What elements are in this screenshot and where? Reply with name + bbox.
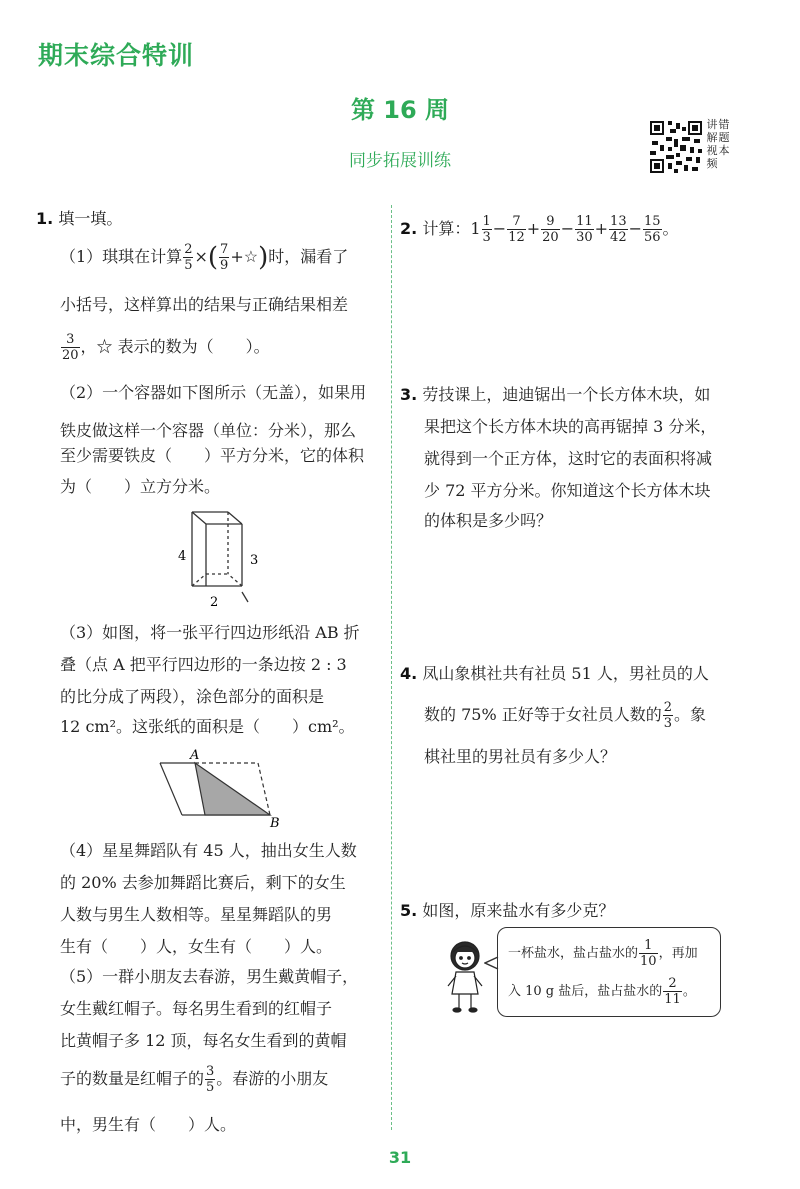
plus-sign: + — [526, 219, 541, 238]
q1-part5-line3: 比黄帽子多 12 顶，每名女生看到的黄帽 — [60, 1031, 347, 1050]
minus-sign: − — [560, 219, 575, 238]
q4-number: 4. — [400, 664, 418, 683]
q3-line3: 就得到一个正方体，这时它的表面积将减 — [424, 449, 713, 468]
dim-height-3: 3 — [250, 553, 259, 568]
girl-illustration-icon — [440, 936, 490, 1018]
q1-part5-line1: （5）一群小朋友去春游，男生戴黄帽子， — [60, 967, 359, 986]
dim-width-2: 2 — [210, 595, 219, 610]
parallelogram-figure — [150, 745, 290, 830]
point-a-label: A — [190, 748, 200, 763]
shaded-triangle — [195, 763, 270, 815]
fraction-15-56: $\frac{15}{56}$ — [644, 214, 661, 245]
q1-p1-text-b: 时，漏看了 — [268, 247, 349, 266]
q4-text-1: 凤山象棋社共有社员 51 人，男社员的人 — [422, 664, 709, 683]
page-number: 31 — [388, 1148, 412, 1167]
q4-text-2b: 。象 — [674, 705, 707, 724]
q1-part1-line3 — [60, 328, 270, 366]
bubble-line-1 — [508, 938, 698, 970]
q2-lead: 计算：1 — [422, 219, 481, 238]
q3-line5: 的体积是多少吗？ — [424, 511, 553, 530]
q1-part4-line4: 生有（ ）人，女生有（ ）人。 — [60, 937, 333, 956]
point-b-label: B — [270, 816, 280, 830]
fraction-2-11: $\frac{2}{11}$ — [664, 976, 681, 1007]
q1-title: 填一填。 — [58, 209, 123, 228]
q1-part3-line3: 的比分成了两段），涂色部分的面积是 — [60, 687, 325, 706]
q1-part2-line1: （2）一个容器如下图所示（无盖），如果用 — [60, 383, 367, 402]
q1-part5-line5: 中，男生有（ ）人。 — [60, 1115, 237, 1134]
q4-line1 — [400, 655, 709, 693]
q1-part5-line4 — [60, 1060, 328, 1098]
q5-heading — [400, 892, 614, 930]
fraction-3-20: $\frac{3}{20}$ — [62, 332, 79, 363]
q1-part5-line2: 女生戴红帽子。每名男生看到的红帽子 — [60, 999, 333, 1018]
q1-part1-line2: 小括号，这样算出的结果与正确结果相差 — [60, 295, 349, 314]
section-subtitle: 同步拓展训练 — [349, 151, 451, 171]
q4-text-2a: 数的 75% 正好等于女社员人数的 — [424, 705, 662, 724]
minus-sign: − — [628, 219, 642, 238]
q1-part3-line4: 12 cm²。这张纸的面积是（ ）cm²。 — [60, 717, 355, 736]
bubble-text-2a: 入 10 g 盐后，盐占盐水的 — [508, 984, 663, 999]
q1-number: 1. — [36, 209, 54, 228]
fraction-3-5: $\frac{3}{5}$ — [206, 1064, 215, 1095]
q1-p1-text-d: ，☆ 表示的数为（ ）。 — [80, 337, 270, 356]
q1-part4-line1: （4）星星舞蹈队有 45 人，抽出女生人数 — [60, 841, 357, 860]
q1-heading — [36, 200, 122, 238]
fraction-2-3: $\frac{2}{3}$ — [663, 700, 673, 731]
q1-part2-line4: 为（ ）立方分米。 — [60, 477, 221, 496]
fraction-7-9: $\frac{7}{9}$ — [220, 242, 229, 273]
minus-sign: − — [492, 219, 507, 238]
q1-p5-text-e: 。春游的小朋友 — [216, 1069, 329, 1088]
q4-line3: 棋社里的男社员有多少人？ — [424, 747, 617, 766]
week-title: 第 16 周 — [350, 96, 450, 124]
fraction-9-20: $\frac{9}{20}$ — [542, 214, 559, 245]
fraction-1-10: $\frac{1}{10}$ — [640, 938, 657, 969]
bubble-text-2b: 。 — [682, 984, 696, 999]
q1-p1-text-a: （1）琪琪在计算 — [60, 247, 183, 266]
fraction-2-5: $\frac{2}{5}$ — [184, 242, 193, 273]
fraction-13-42: $\frac{13}{42}$ — [610, 214, 627, 245]
container-figure — [170, 500, 270, 612]
q2 — [400, 210, 679, 248]
speech-bubble — [497, 927, 721, 1017]
plus-sign: + — [594, 219, 609, 238]
fraction-1-3: $\frac{1}{3}$ — [482, 214, 491, 245]
fraction-11-30: $\frac{11}{30}$ — [576, 214, 593, 245]
fraction-7-12: $\frac{7}{12}$ — [508, 214, 525, 245]
bubble-text-1a: 一杯盐水，盐占盐水的 — [508, 946, 639, 961]
q1-part3-line1: （3）如图，将一张平行四边形纸沿 AB 折 — [60, 623, 360, 642]
q1-part3-line2: 叠（点 A 把平行四边形的一条边按 2 : 3 — [60, 655, 347, 674]
q1-p5-text-d: 子的数量是红帽子的 — [60, 1069, 205, 1088]
q3-line2: 果把这个长方体木块的高再锯掉 3 分米， — [424, 417, 717, 436]
q1-part4-line3: 人数与男生人数相等。星星舞蹈队的男 — [60, 905, 333, 924]
period: 。 — [662, 219, 679, 238]
q1-part2-line2: 铁皮做这样一个容器（单位：分米），那么 — [60, 421, 357, 440]
dim-height-4: 4 — [178, 549, 187, 564]
q1-part2-line3: 至少需要铁皮（ ）平方分米，它的体积 — [60, 446, 365, 465]
q3-number: 3. — [400, 385, 418, 404]
bubble-text-1b: ，再加 — [658, 946, 698, 961]
q1-part4-line2: 的 20% 去参加舞蹈比赛后，剩下的女生 — [60, 873, 346, 892]
column-divider — [391, 205, 392, 1130]
qr-code-icon[interactable] — [648, 119, 704, 175]
qr-label — [706, 118, 732, 170]
q3-line4: 少 72 平方分米。你知道这个长方体木块 — [424, 481, 711, 500]
q5-number: 5. — [400, 901, 418, 920]
times-sign: × — [194, 247, 208, 266]
q2-number: 2. — [400, 219, 418, 238]
q3-text-1: 劳技课上，迪迪锯出一个长方体木块，如 — [422, 385, 711, 404]
plus-star: +☆ — [230, 247, 259, 266]
bubble-line-2 — [508, 976, 696, 1008]
q1-part1-line1: （1）琪琪在计算 $\frac{2}{5}$ ×( $\frac{7}{9}$ +☆)时，漏看了 — [60, 242, 349, 273]
q5-title: 如图，原来盐水有多少克？ — [422, 901, 615, 920]
q4-line2 — [424, 696, 706, 734]
page-header-title: 期末综合特训 — [38, 41, 195, 70]
qr-label-mistakes: 错题本 — [718, 118, 730, 157]
qr-label-video: 讲解视频 — [706, 118, 718, 170]
